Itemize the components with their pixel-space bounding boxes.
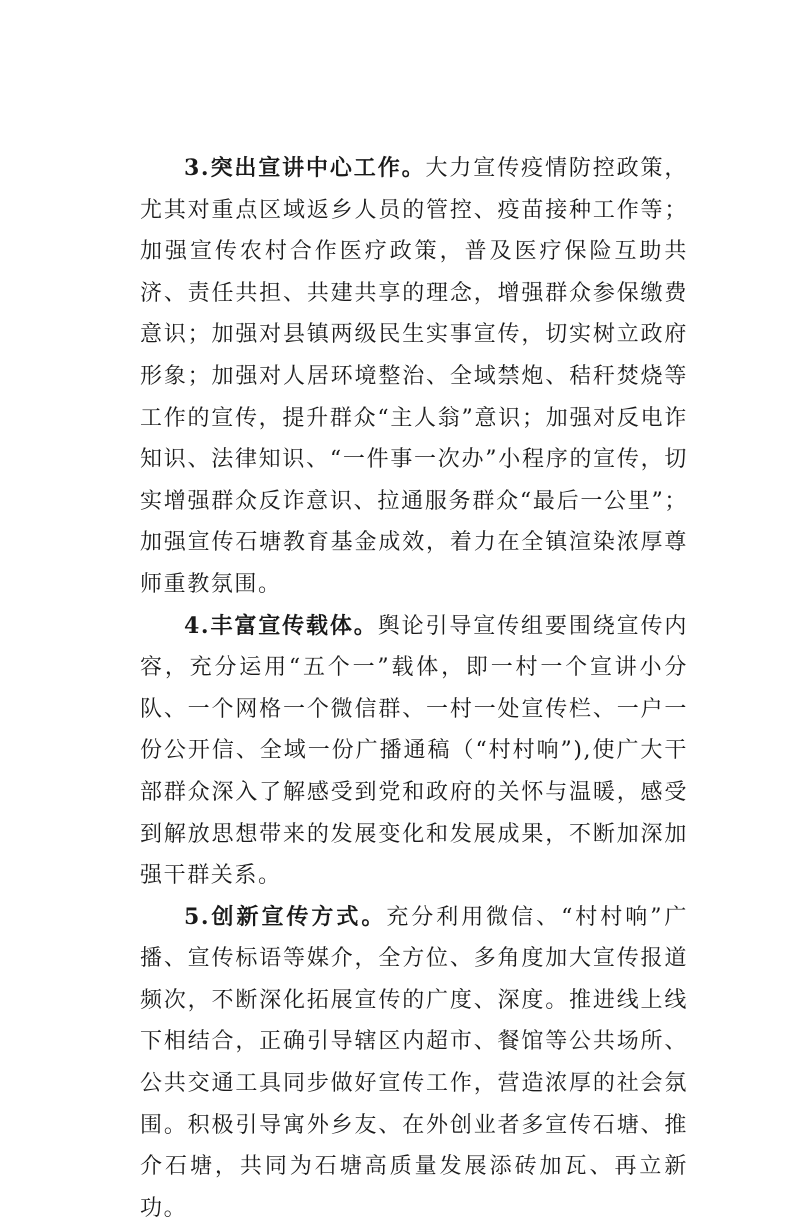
paragraph-3 bbox=[140, 148, 688, 606]
paragraph-heading: 3.突出宣讲中心工作。 bbox=[184, 155, 426, 181]
paragraph-heading: 5.创新宣传方式。 bbox=[184, 903, 387, 930]
paragraph-text: 充分利用微信、“村村响”广播、宣传标语等媒介，全方位、多角度加大宣传报道频次，不断深化拓展宣传的广度、深度。推进线上线下相结合，正确引导辖区内超市、餐馆等公共场所、公共交通工具同步做好宣传工作，营造浓厚的社会氛围。积极引导寓外乡友、在外创业者多宣传石塘、推介石塘，共同为石塘高质量发展添砖加瓦、再立新功。 bbox=[140, 904, 689, 1221]
paragraph-heading: 4.丰富宣传载体。 bbox=[184, 612, 378, 639]
paragraph-5 bbox=[140, 897, 688, 1229]
document-body bbox=[140, 148, 688, 1229]
paragraph-text: 大力宣传疫情防控政策，尤其对重点区域返乡人员的管控、疫苗接种工作等；加强宣传农村合作医疗政策，普及医疗保险互助共济、责任共担、共建共享的理念，增强群众参保缴费意识；加强对县镇两级民生实事宣传，切实树立政府形象；加强对人居环境整治、全域禁炮、秸秆焚烧等工作的宣传，提升群众“主人翁”意识；加强对反电诈知识、法律知识、“一件事一次办”小程序的宣传，切实增强群众反诈意识、拉通服务群众“最后一公里”；加强宣传石塘教育基金成效，着力在全镇渲染浓厚尊师重教氛围。 bbox=[140, 156, 688, 597]
paragraph-4 bbox=[140, 606, 688, 897]
paragraph-text: 舆论引导宣传组要围绕宣传内容，充分运用“五个一”载体，即一村一个宣讲小分队、一个网格一个微信群、一村一处宣传栏、一户一份公开信、全域一份广播通稿（“村村响”),使广大干部群众深入了解感受到党和政府的关怀与温暖，感受到解放思想带来的发展变化和发展成果，不断加深加强干群关系。 bbox=[140, 613, 688, 889]
